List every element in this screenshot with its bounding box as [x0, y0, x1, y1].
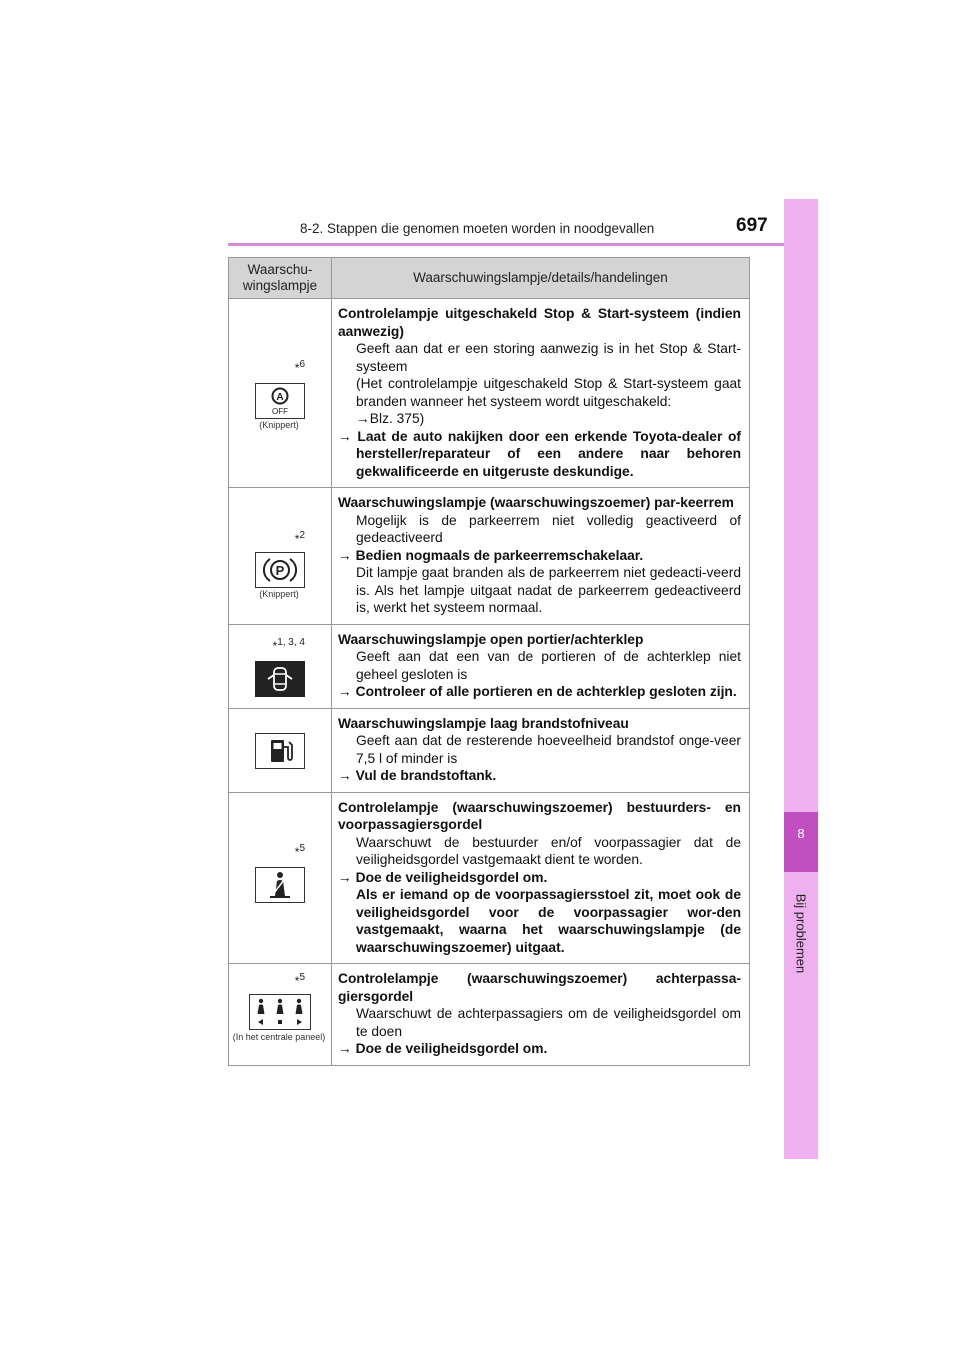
details-cell: [332, 299, 750, 488]
header-lamp: Waarschu- wingslampje: [229, 258, 332, 299]
open-door-icon: [255, 661, 305, 697]
action-text: → Laat de auto nakijken door een erkende Toyota-dealer of hersteller/reparateur of een andere naar behoren gekwalificeerde en uitgeruste deskundige.: [338, 428, 741, 479]
rear-seatbelt-icon: [249, 994, 311, 1030]
lamp-description: Waarschuwt de bestuurder en/of voorpassagier dat de veiligheidsgordel vastgemaakt dient te worden.: [356, 834, 741, 867]
section-title: 8-2. Stappen die genomen moeten worden in noodgevallen: [300, 221, 655, 236]
table-row: [229, 964, 750, 1066]
action-text: → Vul de brandstoftank.: [338, 768, 497, 783]
footnote-marker: *$^5$: [294, 842, 305, 859]
svg-text:P: P: [275, 563, 285, 578]
lamp-description: Mogelijk is de parkeerrem niet volledig geactiveerd of gedeactiveerd: [356, 512, 741, 545]
lamp-cell: [229, 964, 332, 1066]
lamp-title: Waarschuwingslampje laag brandstofniveau: [338, 715, 629, 731]
footnote-marker: *$^5$: [294, 972, 305, 988]
lamp-cell: [229, 488, 332, 625]
details-cell: [332, 964, 750, 1066]
lamp-caption: (Knippert): [259, 589, 299, 599]
lamp-cell: [229, 792, 332, 964]
action-text: → Bedien nogmaals de parkeerremschakelaar.: [338, 547, 644, 563]
details-cell: [332, 792, 750, 964]
table-row: [229, 708, 750, 792]
table-row: [229, 624, 750, 708]
chapter-title: Bij problemen: [793, 893, 809, 974]
details-cell: [332, 624, 750, 708]
table-row: [229, 792, 750, 964]
lamp-description: Waarschuwt de achterpassagiers om de veiligheidsgordel om te doen: [356, 1006, 741, 1039]
header-details: Waarschuwingslampje/details/handelingen: [332, 258, 750, 299]
action-detail: Als er iemand op de voorpassagiersstoel zit, moet ook de veiligheidsgordel voor de voorpassagier wor-den vastgemaakt, waarna het waarschuwingslampje (de waarschuwingszoemer) uitgaat.: [356, 887, 741, 955]
footnote-marker: *$^6$: [294, 359, 305, 375]
action-text: → Doe de veiligheidsgordel om.: [338, 1041, 548, 1056]
chapter-number: 8: [797, 826, 805, 841]
details-cell: [332, 488, 750, 625]
seatbelt-icon: [255, 867, 305, 903]
action-text: → Doe de veiligheidsgordel om.: [338, 869, 548, 885]
lamp-description: Dit lampje gaat branden als de parkeerrem niet gedeacti-veerd is. Als het lampje uitgaat nadat de parkeerrem gedeactiveerd is, werkt het systeem normaal.: [356, 565, 741, 615]
lamp-title: Waarschuwingslampje open portier/achterklep: [338, 631, 644, 647]
chapter-side-tab: [784, 199, 818, 1159]
svg-text:OFF: OFF: [272, 407, 288, 416]
lamp-description: Geeft aan dat er een storing aanwezig is in het Stop & Start-systeem: [356, 341, 741, 374]
header-divider: [228, 243, 818, 246]
table-row: [229, 488, 750, 625]
lamp-description: (Het controlelampje uitgeschakeld Stop & Start-systeem gaat branden wanneer het systeem wordt uitgeschakeld:: [356, 376, 741, 409]
lamp-cell: [229, 299, 332, 488]
page-reference: →Blz. 375): [356, 411, 425, 426]
lamp-description: Geeft aan dat de resterende hoeveelheid brandstof onge-veer 7,5 l of minder is: [356, 733, 741, 766]
page-number: 697: [736, 215, 768, 236]
action-text: → Controleer of alle portieren en de achterklep gesloten zijn.: [338, 684, 737, 699]
chapter-number-block: [784, 812, 818, 872]
table-header-row: [229, 258, 750, 299]
lamp-title: Controlelampje (waarschuwingszoemer) bestuurders- en voorpassagiersgordel: [338, 799, 741, 832]
lamp-title: Controlelampje (waarschuwingszoemer) achterpassa-giersgordel: [338, 971, 741, 1004]
lamp-caption: (Knippert): [259, 420, 299, 430]
lamp-title: Waarschuwingslampje (waarschuwingszoemer) par-keerrem: [338, 495, 734, 510]
lamp-caption: (In het centrale paneel): [232, 1032, 326, 1042]
warning-lamp-table: [228, 257, 750, 1066]
fuel-pump-icon: [255, 733, 305, 769]
footnote-marker: *$^{1, 3, 4}$: [272, 636, 305, 653]
lamp-cell: [229, 624, 332, 708]
lamp-cell: [229, 708, 332, 792]
svg-text:A: A: [276, 392, 284, 403]
parking-brake-icon: [255, 552, 305, 588]
lamp-title: Controlelampje uitgeschakeld Stop & Start-systeem (indien aanwezig): [338, 306, 741, 339]
table-row: [229, 299, 750, 488]
stop-start-off-icon: [255, 383, 305, 419]
footnote-marker: *$^2$: [294, 530, 305, 546]
lamp-description: Geeft aan dat een van de portieren of de achterklep niet geheel gesloten is: [356, 649, 741, 682]
details-cell: [332, 708, 750, 792]
